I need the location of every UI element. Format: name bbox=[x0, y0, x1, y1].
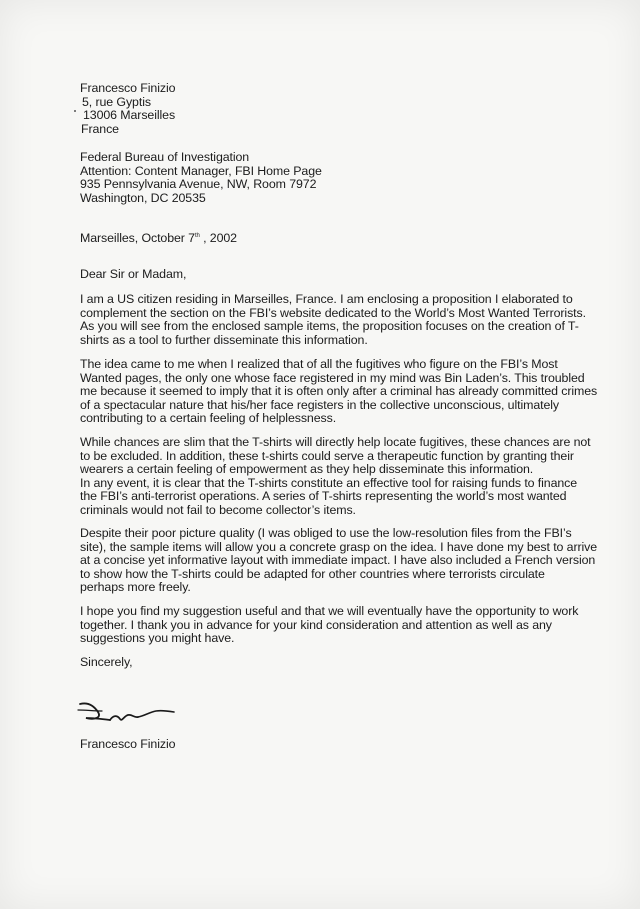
paragraph-line: to be excluded. In addition, these t-shirts could serve a therapeutic function by granting their bbox=[80, 448, 574, 463]
paragraph-line: complement the section on the FBI’s website dedicated to the World’s Most Wanted Terrorists. bbox=[80, 305, 586, 320]
paragraph-line: shirts as a tool to further disseminate this information. bbox=[80, 332, 368, 347]
paragraph-line: suggestions you might have. bbox=[80, 631, 235, 646]
paragraph-line: site), the sample items will allow you a concrete grasp on the idea. I have done my best to arrive bbox=[80, 539, 598, 554]
paragraph-line: I hope you find my suggestion useful and that we will eventually have the opportunity to work bbox=[80, 604, 579, 618]
paragraph-2 bbox=[80, 358, 600, 426]
paragraph-line: criminals would not fail to become collector’s items. bbox=[80, 502, 356, 517]
recipient-street: 935 Pennsylvania Avenue, NW, Room 7972 bbox=[80, 177, 317, 192]
date-prefix: Marseilles, October 7 bbox=[80, 231, 195, 245]
paragraph-line: the FBI’s anti-terrorist operations. A series of T-shirts representing the world’s most wanted bbox=[80, 489, 567, 504]
paragraph-line: of a spectacular nature that his/her face registers in the collective unconscious, ultimately bbox=[80, 397, 560, 412]
letter-date bbox=[80, 232, 600, 246]
ink-speck bbox=[74, 110, 76, 112]
paragraph-line: As you will see from the enclosed sample items, the proposition focuses on the creation of T- bbox=[80, 319, 579, 334]
sender-city: 13006 Marseilles bbox=[83, 108, 176, 123]
date-suffix-sup: th bbox=[194, 233, 200, 239]
sender-country: France bbox=[81, 121, 119, 136]
paragraph-line: perhaps more freely. bbox=[80, 580, 191, 595]
paragraph-4 bbox=[80, 527, 600, 595]
paragraph-line: contributing to a certain feeling of helplessness. bbox=[80, 411, 337, 426]
paragraph-5 bbox=[80, 605, 600, 646]
signer-name: Francesco Finizio bbox=[80, 737, 176, 751]
date-year: , 2002 bbox=[199, 231, 237, 245]
sender-street: 5, rue Gyptis bbox=[82, 94, 151, 109]
paragraph-line: While chances are slim that the T-shirts will directly help locate fugitives, these chances are not bbox=[80, 435, 591, 449]
sender-name: Francesco Finizio bbox=[80, 81, 176, 95]
paragraph-3 bbox=[80, 436, 600, 518]
paragraph-line: at a concise yet informative layout with immediate impact. I have also included a French version bbox=[80, 553, 596, 568]
paragraph-line: Despite their poor picture quality (I was obliged to use the low-resolution files from the FBI’s bbox=[80, 526, 572, 540]
paragraph-line: me because it seemed to imply that it is often only after a criminal has already committed crimes bbox=[80, 384, 598, 399]
sender-address bbox=[80, 82, 600, 136]
paragraph-line: to show how the T-shirts could be adapted for other countries where terrorists circulate bbox=[80, 566, 545, 581]
paragraph-1 bbox=[80, 293, 600, 347]
paragraph-line: I am a US citizen residing in Marseilles, France. I am enclosing a proposition I elaborated to bbox=[80, 292, 573, 306]
paragraph-line: wearers a certain feeling of empowerment as they help disseminate this information. bbox=[80, 462, 534, 477]
paragraph-line: together. I thank you in advance for your kind consideration and attention as well as any bbox=[80, 617, 552, 632]
paragraph-line: The idea came to me when I realized that of all the fugitives who figure on the FBI’s Most bbox=[80, 357, 558, 371]
closing: Sincerely, bbox=[80, 655, 133, 669]
recipient-org: Federal Bureau of Investigation bbox=[80, 150, 250, 164]
salutation: Dear Sir or Madam, bbox=[80, 267, 187, 281]
paragraph-line: In any event, it is clear that the T-shirts constitute an effective tool for raising funds to finance bbox=[80, 475, 578, 490]
handwritten-signature bbox=[76, 694, 186, 728]
recipient-address bbox=[80, 151, 600, 205]
recipient-attention: Attention: Content Manager, FBI Home Page bbox=[80, 163, 322, 178]
paragraph-line: Wanted pages, the only one whose face registered in my mind was Bin Laden’s. This troubled bbox=[80, 370, 585, 385]
recipient-city: Washington, DC 20535 bbox=[80, 190, 206, 205]
